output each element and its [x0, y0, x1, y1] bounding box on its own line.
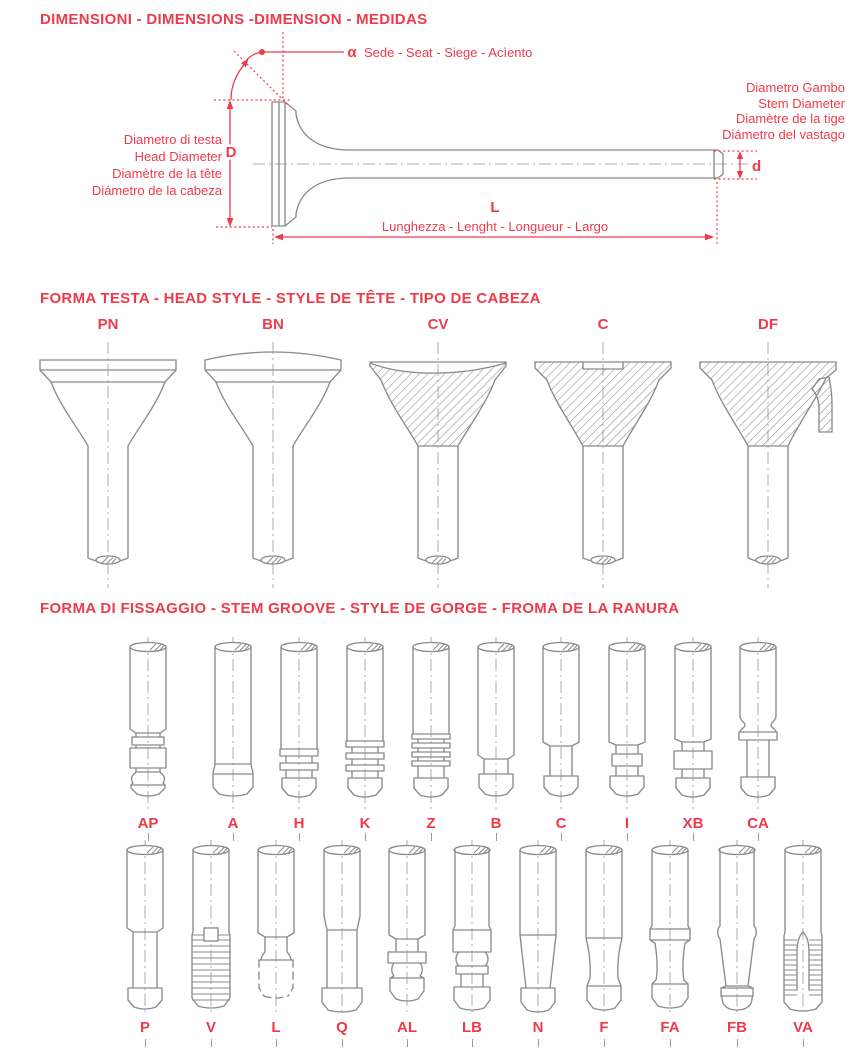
length-label: Lunghezza - Lenght - Longueur - Largo: [381, 219, 609, 234]
stem-groove-label-z: Z: [426, 815, 436, 832]
stem-groove-label-n: N: [532, 1019, 544, 1036]
stem-groove-label-lb: LB: [462, 1019, 482, 1036]
stem-diameter-symbol: d: [752, 158, 762, 175]
head-style-label-df: DF: [758, 316, 778, 333]
stem-groove-al: [375, 840, 439, 1016]
head-style-df: [696, 342, 840, 590]
head-diameter-label-line-1: Head Diameter: [134, 149, 222, 164]
stem-groove-k: [333, 637, 397, 811]
stem-groove-p: [113, 840, 177, 1016]
stem-groove-label-ap: AP: [137, 815, 159, 832]
dimension-annotations: [92, 32, 846, 244]
stem-groove-i: [595, 637, 659, 811]
head-diameter-label-line-2: Diamètre de la tête: [112, 166, 222, 181]
stem-groove-l: [244, 840, 308, 1016]
stem-groove-fa: [638, 840, 702, 1016]
stem-groove-ca: [726, 637, 790, 811]
head-style-bn: [201, 342, 345, 590]
stem-groove-label-a: A: [227, 815, 239, 832]
stem-groove-z: [399, 637, 463, 811]
stem-grooves-title: FORMA DI FISSAGGIO - STEM GROOVE - STYLE DE GORGE - FROMA DE LA RANURA: [40, 600, 680, 617]
stem-groove-label-ca: CA: [747, 815, 769, 832]
head-style-cv: [366, 342, 510, 590]
stem-groove-label-fb: FB: [727, 1019, 747, 1036]
stem-groove-label-b: B: [490, 815, 502, 832]
head-diameter-symbol: D: [225, 144, 237, 161]
stem-diameter-label-line-3: Diámetro del vastago: [722, 127, 845, 142]
stem-groove-label-k: K: [359, 815, 371, 832]
stem-diameter-label-line-0: Diametro Gambo: [746, 80, 845, 95]
stem-groove-label-v: V: [205, 1019, 216, 1036]
length-symbol: L: [490, 199, 500, 216]
stem-groove-label-f: F: [599, 1019, 609, 1036]
stem-groove-lb: [440, 840, 504, 1016]
stem-groove-v: [179, 840, 243, 1016]
head-style-c: [531, 342, 675, 590]
alpha-label: α: [347, 44, 357, 61]
head-styles-title: FORMA TESTA - HEAD STYLE - STYLE DE TÊTE - TIPO DE CABEZA: [40, 290, 541, 307]
seat-label: Sede - Seat - Siege - Acìento: [364, 45, 533, 60]
stem-groove-label-l: L: [271, 1019, 281, 1036]
head-style-pn: [36, 342, 180, 590]
stem-groove-n: [506, 840, 570, 1016]
stem-groove-label-p: P: [139, 1019, 150, 1036]
head-style-label-c: C: [597, 316, 609, 333]
valve-dimension-drawing: [0, 30, 860, 258]
head-diameter-label-line-3: Diámetro de la cabeza: [91, 183, 222, 198]
stem-groove-a: [201, 637, 265, 811]
stem-groove-label-xb: XB: [682, 815, 704, 832]
stem-diameter-label-line-1: Stem Diameter: [758, 96, 845, 111]
stem-groove-va: [771, 840, 835, 1016]
stem-groove-q: [310, 840, 374, 1016]
stem-groove-label-i: I: [624, 815, 630, 832]
stem-groove-h: [267, 637, 331, 811]
stem-groove-label-al: AL: [397, 1019, 417, 1036]
stem-groove-c: [529, 637, 593, 811]
head-diameter-label-line-0: Diametro di testa: [123, 132, 222, 147]
stem-groove-label-q: Q: [336, 1019, 348, 1036]
stem-diameter-label-line-2: Diamètre de la tige: [735, 111, 845, 126]
stem-groove-b: [464, 637, 528, 811]
valve-outline: [253, 102, 748, 226]
head-style-label-pn: PN: [97, 316, 119, 333]
stem-groove-f: [572, 840, 636, 1016]
dimensions-title: DIMENSIONI - DIMENSIONS -DIMENSION - MEDIDAS: [40, 11, 428, 28]
stem-groove-label-va: VA: [793, 1019, 813, 1036]
stem-groove-label-c2: C: [555, 815, 567, 832]
stem-groove-xb: [661, 637, 725, 811]
head-style-label-bn: BN: [262, 316, 284, 333]
stem-groove-label-h: H: [293, 815, 305, 832]
head-style-label-cv: CV: [427, 316, 449, 333]
stem-groove-label-fa: FA: [660, 1019, 680, 1036]
stem-groove-ap: [116, 637, 180, 811]
stem-groove-fb: [705, 840, 769, 1016]
